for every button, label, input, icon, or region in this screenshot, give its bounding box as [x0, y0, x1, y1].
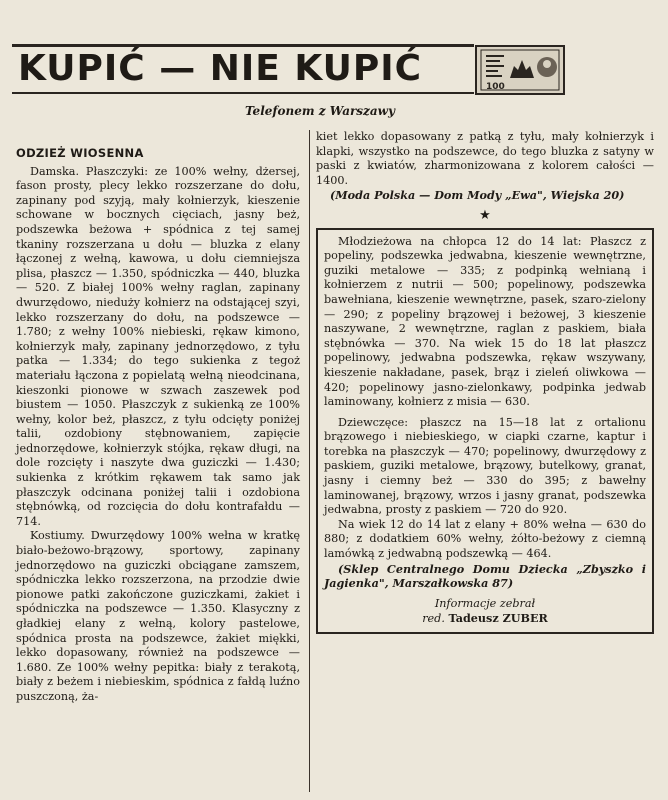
star-separator: ★	[479, 207, 491, 223]
paragraph-womens-coats: Damska. Płaszczyki: ze 100% wełny, dżersej, fason prosty, plecy lekko rozszerzane do dołu, zapinany pod szyją, mały kołnierzyk, kieszenie schowane w bocznych cięciach, jasny beż, podszewka beżowa + spódnica z tej samej tkaniny rozszerzana u dołu — bluzka z elany łączonej z wełną, kawowa, u dołu ciemniejsza plisa, płaszcz — 1.350, spódniczka — 440, bluzka — 520. Z białej 100% wełny raglan, zapinany dwurzędowo, nieduży kołnierz na odstającej szyi, lekko rozszerzany do dołu, na podszewce — 1.780; z wełny 100% niebieski, rękaw kimono, kołnierzyk mały, zapinany jednorzędowo, z tyłu patka — 1.334; do tego sukienka z tegoż materiału łączona z popielatą wełną nieodcinana, kieszonki pionowe w szwach zaszewek pod biustem — 1050. Płaszczyk z sukienką ze 100% wełny, kolor beż, płaszcz, z tyłu odcięty poniżej talii, ozdobiony stębnowaniem, zapięcie jednorzędowe, kołnierzyk stójka, rękaw długi, na dole rozcięty i naszyte dwa guziczki — 1.430; sukienka z krótkim rękawem tak samo jak płaszczyk odcinana poniżej talii i ozdobiona stębnówką, od rozcięcia do dołu kontrafałdu — 714.	[16, 164, 300, 528]
column-left	[16, 146, 300, 705]
childrens-box	[316, 228, 654, 634]
subtitle: Telefonem z Warszawy	[245, 104, 395, 118]
credit-name: Tadeusz ZUBER	[448, 611, 548, 626]
logo-value: 100	[486, 82, 505, 92]
paragraph-boys: Młodzieżowa na chłopca 12 do 14 lat: Płaszcz z popeliny, podszewka jedwabna, kieszenie wewnętrzne, guziki metalowe — 335; z podpinką wełnianą i kołnierzem z nutrii — 500; popelinowy, podszewka bawełniana, kieszenie wewnętrzne, pasek, szaro-zielony — 290; z popeliny brązowej i beżowej, 3 kieszenie naszywane, 2 wewnętrzne, raglan z paskiem, biała stębnówka — 370. Na wiek 15 do 18 lat płaszcz popelinowy, jedwabna podszewka, rękaw wszywany, kieszenie nakładane, pasek, brąz i zieleń oliwkowa — 420; popelinowy jasno-zielonkawy, podpinka jedwab laminowany, kołnierz z misia — 630.	[324, 234, 646, 409]
credit-author	[324, 611, 646, 627]
paragraph-suits: Kostiumy. Dwurzędowy 100% wełna w kratkę biało-beżowo-brązowy, sportowy, zapinany jednorzędowo na guziczki obciągane zamszem, spódniczka lekko rozszerzona, na przodzie dwie pionowe patki zakończone guziczkami, żakiet i spódniczka na podszewce — 1.350. Klasyczny z gładkiej elany z wełną, kolory pastelowe, spódnica prosta na podszewce, żakiet miękki, lekko dopasowany, również na podszewce — 1.680. Ze 100% wełny pepitka: biały z terakotą, biały z beżem i niebieskim, spódnica z fałdą luźno puszczoną, ża-	[16, 529, 300, 703]
paragraph-girls-younger: Na wiek 12 do 14 lat z elany + 80% wełna — 630 do 880; z dodatkiem 60% wełny, żółto-beżowy z ciemną lamówką z jedwabną podszewką — 464.	[324, 517, 646, 561]
paragraph-girls: Dziewczęce: płaszcz na 15—18 lat z ortalionu brązowego i niebieskiego, w ciapki czarne, kaptur i torebka na płaszczyk — 470; popelinowy, dwurzędowy z paskiem, guziki metalowe, brązowy, butelkowy, granat, jasny i ciemny beż — 330 do 395; z bawełny laminowanej, brązowy, wrzos i jasny granat, podszewka jedwabna, prosty z paskiem — 720 do 920.	[324, 415, 646, 517]
header-bottom-rule	[12, 92, 474, 94]
header-top-rule	[12, 44, 474, 47]
article-title: KUPIĆ — NIE KUPIĆ	[18, 48, 423, 89]
credit-line: Informacje zebrał	[434, 596, 536, 610]
column-right	[316, 130, 654, 634]
credit-prefix: red.	[422, 612, 445, 626]
source-note-cdd: (Sklep Centralnego Domu Dziecka „Zbyszko i Jagienka", Marszałkowska 87)	[324, 561, 646, 591]
article-header	[12, 44, 652, 96]
column-divider	[309, 130, 310, 792]
paragraph-continuation: kiet lekko dopasowany z patką z tyłu, mały kołnierzyk i klapki, wszystko na podszewce, do tego bluzka z satyny w paski z kwiatów, zharmonizowana z kolorem całości — 1400.	[316, 130, 654, 187]
section-title: ODZIEŻ WIOSENNA	[16, 146, 144, 160]
source-note-ewa: (Moda Polska — Dom Mody „Ewa", Wiejska 20)	[330, 188, 625, 203]
banknote-logo-icon	[474, 44, 566, 96]
